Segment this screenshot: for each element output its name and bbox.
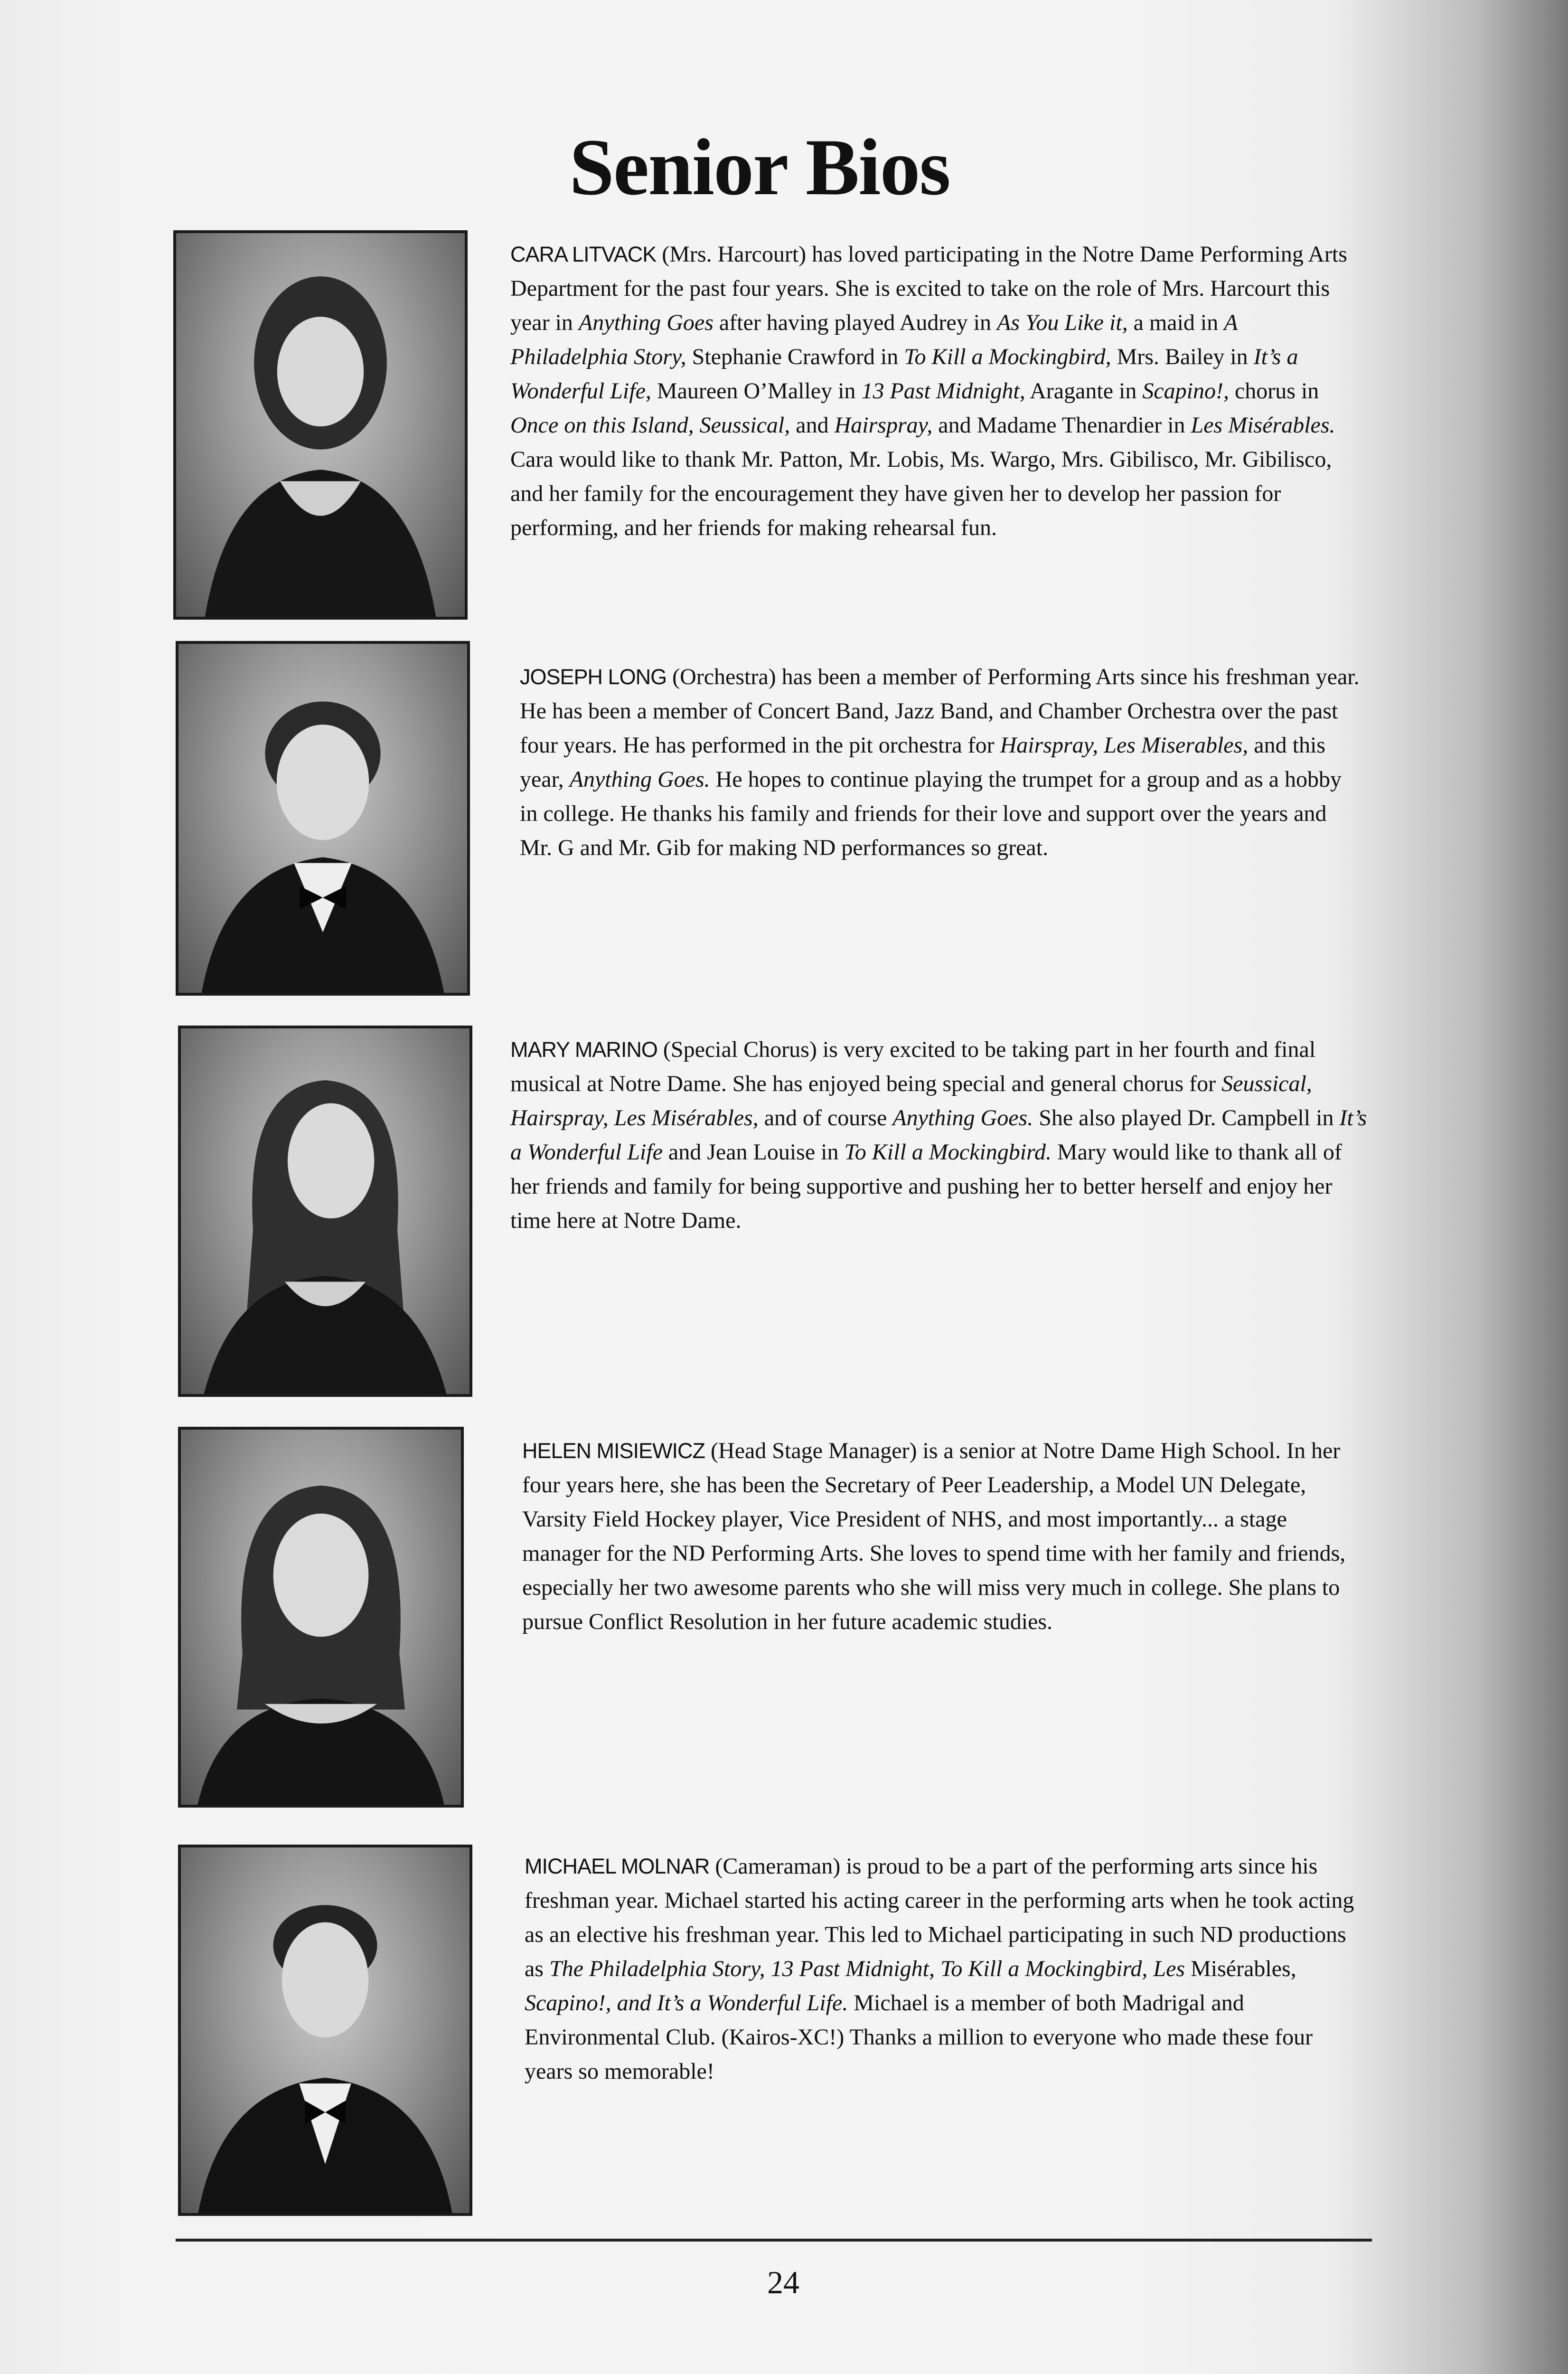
bio-name: JOSEPH LONG bbox=[520, 665, 667, 689]
bio-name: HELEN MISIEWICZ bbox=[522, 1439, 705, 1463]
senior-portrait-mary bbox=[178, 1026, 472, 1397]
bio-joseph-long: JOSEPH LONG (Orchestra) has been a member of Performing Arts since his freshman year. He has been a member of Concert Band, Jazz Band, and Chamber Orchestra over the past four years. He has performed in the pit orchestra for Hairspray, Les Miserables, and this year, Anything Goes. He hopes to continue playing the trumpet for a group and as a hobby in college. He thanks his family and friends for their love and support over the years and Mr. G and Mr. Gib for making ND performances so great. bbox=[520, 664, 1360, 860]
senior-portrait-michael bbox=[178, 1845, 472, 2216]
senior-portrait-cara bbox=[173, 230, 468, 620]
page-number: 24 bbox=[767, 2264, 799, 2300]
bio-michael-molnar: MICHAEL MOLNAR (Cameraman) is proud to be a part of the performing arts since his freshman year. Michael started his acting career in the performing arts when he took acting as an elective his freshman year. This led to Michael participating in such ND productions as The Philadelphia Story, 13 Past Midnight, To Kill a Mockingbird, Les Misérables, Scapino!, and It’s a Wonderful Life. Michael is a member of both Madrigal and Environmental Club. (Kairos-XC!) Thanks a million to everyone who made these four years so memorable! bbox=[525, 1854, 1354, 2084]
bio-name: MARY MARINO bbox=[510, 1037, 657, 1062]
senior-portrait-joseph bbox=[176, 641, 470, 996]
senior-portrait-helen bbox=[178, 1427, 464, 1808]
bio-role: (Orchestra) bbox=[672, 664, 776, 689]
bio-helen-misiewicz: HELEN MISIEWICZ (Head Stage Manager) is a senior at Notre Dame High School. In her four years here, she has been the Secretary of Peer Leadership, a Model UN Delegate, Varsity Field Hockey player, Vice President of NHS, and most importantly... a stage manager for the ND Performing Arts. She loves to spend time with her family and friends, especially her two awesome parents who she will miss very much in college. She plans to pursue Conflict Resolution in her future academic studies. bbox=[522, 1438, 1346, 1634]
bio-role: (Cameraman) bbox=[715, 1854, 841, 1879]
bio-cara-litvack: CARA LITVACK (Mrs. Harcourt) has loved participating in the Notre Dame Performing Arts Department for the past four years. She is excited to take on the role of Mrs. Harcourt this year in Anything Goes after having played Audrey in As You Like it, a maid in A Philadelphia Story, Stephanie Crawford in To Kill a Mockingbird, Mrs. Bailey in It’s a Wonderful Life, Maureen O’Malley in 13 Past Midnight, Aragante in Scapino!, chorus in Once on this Island, Seussical, and Hairspray, and Madame Thenardier in Les Misérables. Cara would like to thank Mr. Patton, Mr. Lobis, Ms. Wargo, Mrs. Gibilisco, Mr. Gibilisco, and her family for the encouragement they have given her to develop her passion for performing, and her friends for making rehearsal fun. bbox=[510, 242, 1347, 540]
bio-name: MICHAEL MOLNAR bbox=[525, 1854, 710, 1878]
bio-name: CARA LITVACK bbox=[510, 242, 657, 266]
bio-role: (Special Chorus) bbox=[663, 1037, 817, 1062]
bio-role: (Head Stage Manager) bbox=[711, 1438, 917, 1463]
bio-mary-marino: MARY MARINO (Special Chorus) is very excited to be taking part in her fourth and final musical at Notre Dame. She has enjoyed being special and general chorus for Seussical, Hairspray, Les Misérables, and of course Anything Goes. She also played Dr. Campbell in It’s a Wonderful Life and Jean Louise in To Kill a Mockingbird. Mary would like to thank all of her friends and family for being supportive and pushing her to better herself and enjoy her time here at Notre Dame. bbox=[510, 1037, 1367, 1233]
bio-role: (Mrs. Harcourt) bbox=[662, 242, 807, 267]
page-title: Senior Bios bbox=[569, 122, 950, 212]
footer-divider bbox=[176, 2239, 1372, 2242]
